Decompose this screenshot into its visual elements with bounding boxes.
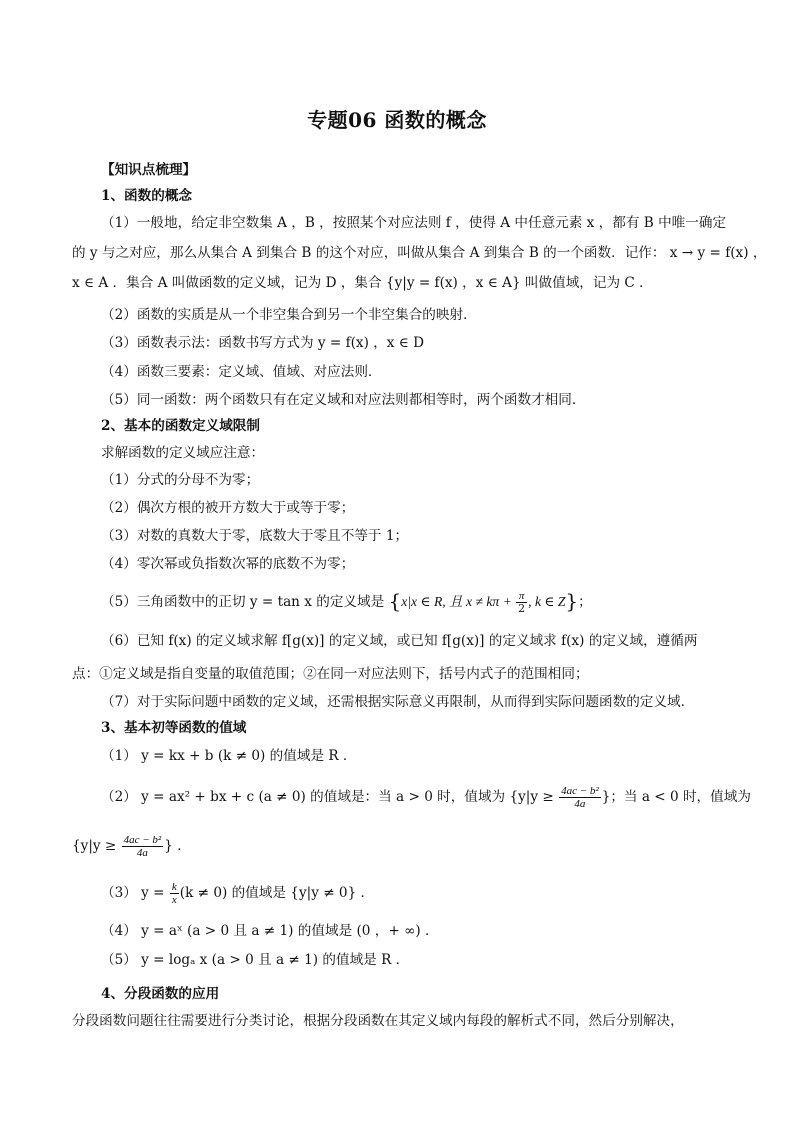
- page-title: 专题06 函数的概念: [307, 108, 487, 132]
- paragraph-line: （6）已知 f(x) 的定义域求解 f[g(x)] 的定义域，或已知 f[g(x)] 的定义域求 f(x) 的定义域，遵循两: [101, 633, 698, 649]
- paragraph-line: （4）函数三要素：定义域、值域、对应法则．: [101, 364, 382, 380]
- fraction: [122, 834, 164, 859]
- paragraph-line: （2）函数的实质是从一个非空集合到另一个非空集合的映射．: [101, 307, 477, 323]
- list-item-reciprocal: [101, 881, 761, 906]
- heading-function-concept: 1、函数的概念: [101, 188, 193, 204]
- fraction: [170, 881, 179, 906]
- paragraph-line: （7）对于实际问题中函数的定义域，还需根据实际意义再限制，从而得到实际问题函数的定义域．: [101, 694, 695, 710]
- fraction-numerator: k: [171, 881, 177, 893]
- list-item: （4） y = aˣ (a > 0 且 a ≠ 1) 的值域是 (0 ，+ ∞) ．: [101, 923, 439, 939]
- fraction-denominator: x: [171, 894, 177, 906]
- fraction-denominator: 4a: [574, 798, 586, 810]
- paragraph-line: 求解函数的定义域应注意：: [101, 445, 265, 461]
- paragraph-line: x ∈ A ．集合 A 叫做函数的定义域，记为 D ，集合 {y|y = f(x) ，x ∈ A} 叫做值域，记为 C ．: [72, 275, 653, 291]
- text-span: (k ≠ 0) 的值域是 {y|y ≠ 0} ．: [179, 885, 375, 901]
- fraction: [516, 590, 527, 615]
- paragraph-line: （3）函数表示法：函数书写方式为 y = f(x) ，x ∈ D: [101, 335, 425, 351]
- paragraph-line: （5）同一函数：两个函数只有在定义域和对应法则都相等时，两个函数才相同．: [101, 392, 586, 408]
- fraction-numerator: 4ac − b²: [123, 834, 162, 846]
- text-span: }；当 a < 0 时，值域为: [601, 789, 751, 805]
- text-span: ；: [578, 594, 592, 610]
- paragraph-line: （1）一般地，给定非空数集 A ，B ，按照某个对应法则 f ，使得 A 中任意元素 x ，都有 B 中唯一确定: [101, 215, 727, 231]
- list-item-tangent: [101, 590, 761, 615]
- text-span: {y|y ≥: [72, 838, 121, 854]
- paragraph-line: 的 y 与之对应，那么从集合 A 到集合 B 的这个对应，叫做从集合 A 到集合 B 的一个函数．记作： x → y = f(x) ，: [72, 245, 767, 261]
- text-span: } ．: [164, 838, 191, 854]
- list-item: （1） y = kx + b (k ≠ 0) 的值域是 R ．: [101, 748, 357, 764]
- list-item-quadratic: [101, 785, 761, 810]
- left-brace: {: [388, 589, 402, 613]
- list-item: （2）偶次方根的被开方数大于或等于零；: [101, 500, 355, 516]
- math-expression: x|x ∈ R, 且 x ≠ kπ +: [401, 594, 516, 609]
- heading-domain-limits: 2、基本的函数定义域限制: [101, 418, 260, 434]
- list-item: （3）对数的真数大于零，底数大于零且不等于 1；: [101, 528, 409, 544]
- paragraph-line: 点：①定义域是指自变量的取值范围；②在同一对应法则下，括号内式子的范围相同；: [72, 666, 589, 682]
- list-item: （1）分式的分母不为零；: [101, 472, 260, 488]
- paragraph-line: 分段函数问题往往需要进行分类讨论，根据分段函数在其定义域内每段的解析式不同，然后分别解决，: [72, 1013, 684, 1029]
- text-span: （5）三角函数中的正切 y = tan x 的定义域是: [101, 594, 385, 610]
- fraction: [559, 785, 601, 810]
- text-span: （3） y =: [101, 885, 169, 901]
- fraction-denominator: 4a: [136, 847, 148, 859]
- math-expression: , k ∈ Z: [528, 594, 566, 609]
- fraction-numerator: 4ac − b²: [561, 785, 599, 797]
- list-item: （4）零次幂或负指数次幂的底数不为零；: [101, 556, 355, 572]
- paragraph-line: [72, 834, 732, 859]
- text-span: （2） y = ax² + bx + c (a ≠ 0) 的值域是：当 a > 0 时，值域为 {y|y ≥: [101, 789, 559, 805]
- fraction-denominator: 2: [518, 602, 526, 615]
- list-item: （5） y = logₐ x (a > 0 且 a ≠ 1) 的值域是 R ．: [101, 952, 410, 968]
- heading-piecewise: 4、分段函数的应用: [101, 986, 220, 1002]
- right-brace: }: [565, 589, 579, 613]
- section-header: 【知识点梳理】: [101, 162, 197, 178]
- heading-range: 3、基本初等函数的值域: [101, 720, 247, 736]
- fraction-numerator: π: [516, 590, 527, 603]
